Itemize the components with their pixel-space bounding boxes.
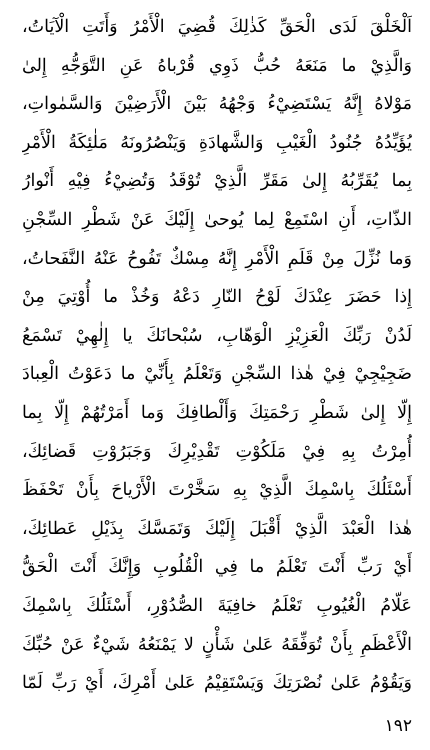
text-line-10: ضَجِيْجِيْ فِيْ هٰذا السِّجْنِ وَتَعْلَمُ بِأَنِّيْ ما دَعَوْتُ الْعِبادَ <box>22 364 412 385</box>
text-line-8: إِذا حَضَرَ عِنْدَكَ لَوْحُ النّارِ دَعْهُ وَخُذْ ما أُوْتِيَ مِنْ <box>22 287 412 308</box>
body-text <box>22 8 412 703</box>
text-line-13: أَسْئَلُكَ بِاسْمِكَ الَّذِيْ بِهِ سَخَّرْتَ الْأَرْياحَ بِأَنْ تَحْفَظَ <box>22 480 412 501</box>
text-line-7: وَما نُزِّلَ مِنْ قَلَمِ الْأَمْرِ إِنَّهُ مِسْكٌ تَفُوحُ عَنْهُ النَّفَحاتُ، <box>22 248 412 269</box>
text-line-6: الذّاتِ، أَنِ اسْتَمِعْ لِما يُوحىٰ إِلَيْكَ عَنْ شَطْرِ السِّجْنِ <box>22 209 412 230</box>
text-line-17: الْأَعْظَمِ بِأَنْ تُوَفِّقَهُ عَلىٰ شَأْنٍ لا يَمْنَعُهُ شَيْءٌ عَنْ حُبِّكَ <box>22 634 412 655</box>
text-line-14: هٰذا الْعَبْدَ الَّذِيْ أَقْبَلَ إِلَيْكَ وَتَمَسَّكَ بِذَيْلِ عَطائِكَ، <box>22 518 412 539</box>
text-line-1: اَلْخَلْقَ لَدَى الْحَقِّ كَذٰلِكَ قُضِيَ الْأَمْرُ وَأَتَتِ الْآيَاتُ، <box>22 17 412 37</box>
text-line-18: وَيَقُوْمُ عَلىٰ نُصْرَتِكَ وَيَسْتَقِيْمُ عَلىٰ أَمْرِكَ، أَيْ رَبِّ لَمّا <box>22 673 412 694</box>
text-line-12: أُمِرْتُ بِهِ فِيْ مَلَكُوْتِ تَقْدِيْرِكَ وَجَبَرُوْتِ قَضائِكَ، <box>22 441 412 462</box>
text-line-16: عَلّامُ الْغُيُوبِ تَعْلَمُ خافِيَةَ الصُّدُوْرِ، أَسْئَلُكَ بِاسْمِكَ <box>22 595 412 616</box>
text-line-9: لَدُنْ رَبِّكَ الْعَزِيْزِ الْوَهّابِ، سُبْحانَكَ يا إِلٰهِيْ تَسْمَعُ <box>22 325 412 346</box>
text-line-11: إِلّا إِلىٰ شَطْرِ رَحْمَتِكَ وَأَلْطافِكَ وَما أَمَرْتُهُمْ إِلّا بِما <box>22 402 412 423</box>
page-number: ١٩٢ <box>384 716 412 736</box>
text-line-2: وَالَّذِيْ ما مَنَعَهُ حُبُّ ذَوِي قُرْباهُ عَنِ التَّوَجُّهِ إِلىٰ <box>22 55 412 76</box>
text-line-15: أَيْ رَبِّ أَنْتَ تَعْلَمُ ما فِي الْقُلُوبِ وَإِنَّكَ أَنْتَ الْحَقُّ <box>22 557 412 578</box>
text-line-3: مَوْلاهُ إِنَّهُ يَسْتَضِيْءُ وَجْهُهُ بَيْنَ الْأَرَضِيْنَ وَالسَّمٰواتِ، <box>22 94 412 115</box>
text-line-5: بِما يُقَرِّبُهُ إِلىٰ مَقَرِّ الَّذِيْ تُوْقَدُ وَتُضِيْءُ فِيْهِ أَنْوارُ <box>22 171 412 192</box>
text-line-4: يُؤَيِّدُهُ جُنُودُ الْغَيْبِ وَالشَّهادَةِ وَيَنْصُرُونَهُ مَلٰئِكَةُ الْأَمْرِ <box>22 132 412 153</box>
